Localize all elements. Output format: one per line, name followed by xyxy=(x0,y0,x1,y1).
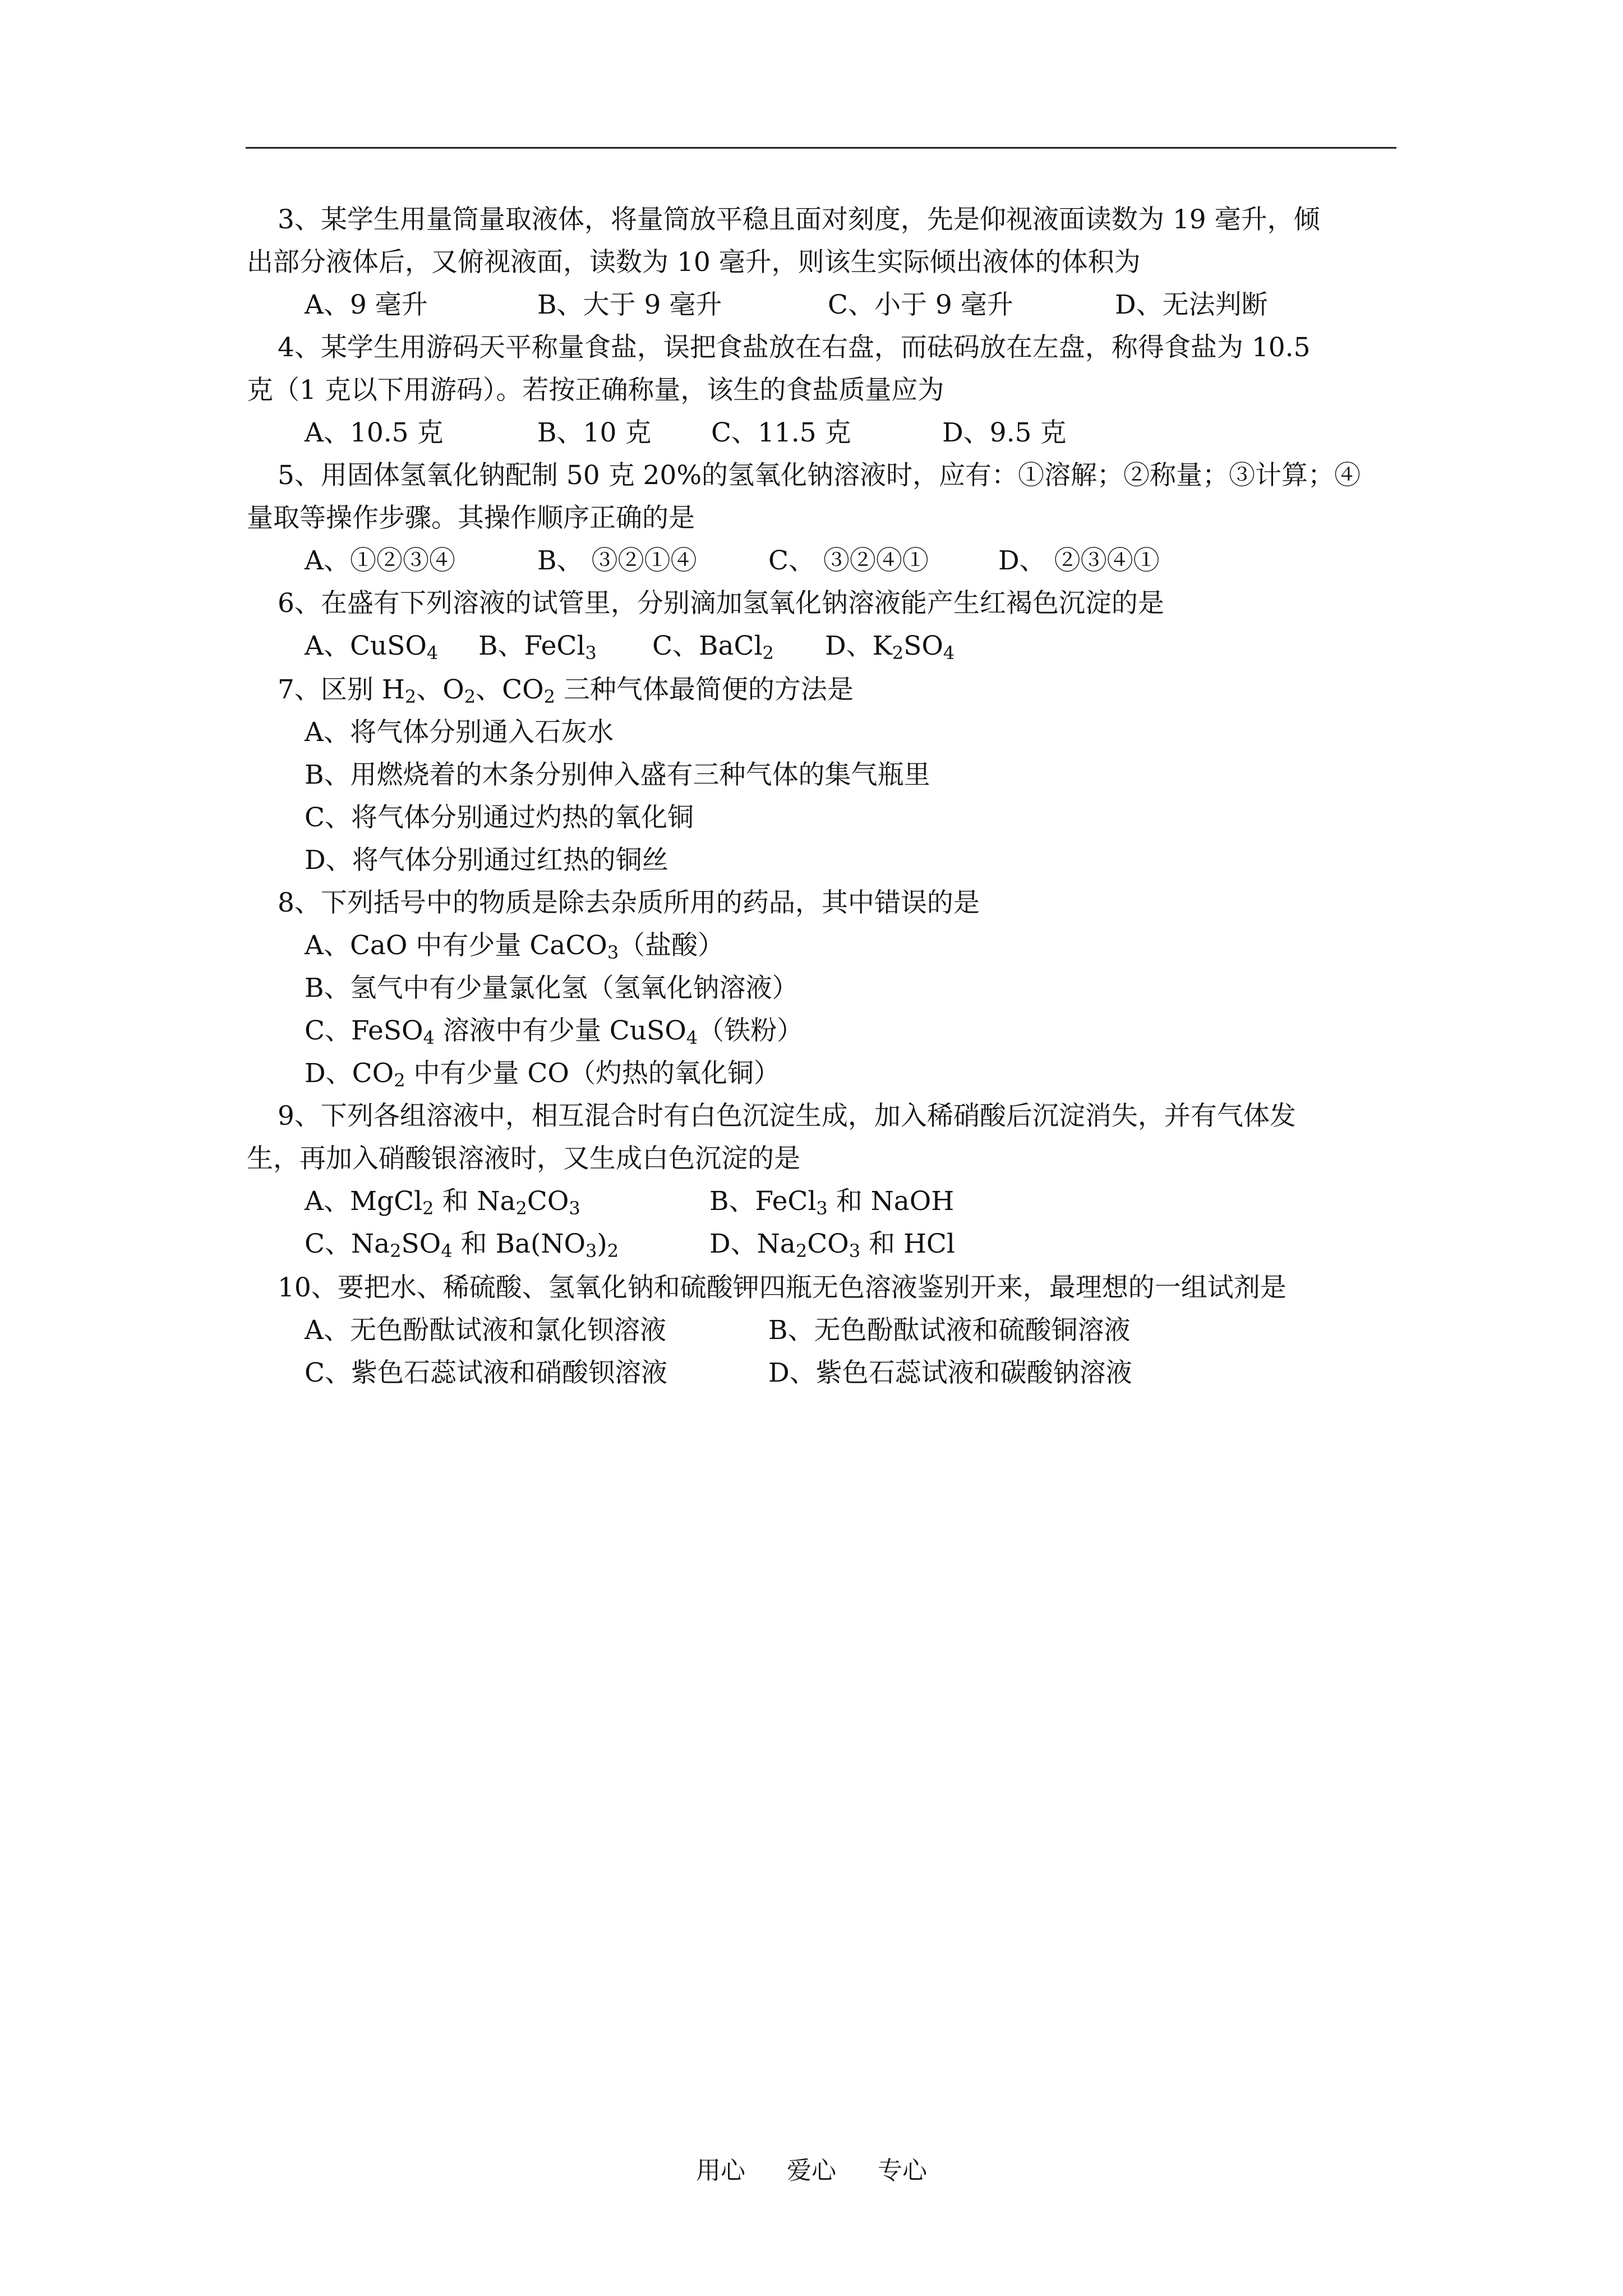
q7-option-a: A、将气体分别通入石灰水 xyxy=(305,717,614,748)
q6-option-a: A、CuSO$_4$ xyxy=(305,631,439,664)
q10-option-d: D、紫色石蕊试液和碳酸钠溶液 xyxy=(768,1358,1132,1388)
q9-stem-line1: 9、下列各组溶液中，相互混合时有白色沉淀生成，加入稀硝酸后沉淀消失，并有气体发 xyxy=(278,1101,1296,1131)
q9-stem-line2: 生，再加入硝酸银溶液时，又生成白色沉淀的是 xyxy=(247,1143,800,1174)
q8-option-a: A、CaO 中有少量 CaCO$_3$（盐酸） xyxy=(305,930,725,963)
q4-option-d: D、9.5 克 xyxy=(942,417,1067,448)
q4-option-a: A、10.5 克 xyxy=(305,417,444,448)
footer-text-2: 爱心 xyxy=(787,2156,836,2185)
q6-option-d: D、$K_2SO_4$ xyxy=(825,631,955,664)
header-rule xyxy=(246,147,1396,149)
q7-stem: 7、区别 $H_2$、$O_2$、$CO_2$ 三种气体最简便的方法是 xyxy=(278,674,854,707)
q8-option-d: D、$CO_2$ 中有少量 CO（灼热的氧化铜） xyxy=(305,1058,780,1091)
footer-text-3: 专心 xyxy=(878,2156,927,2185)
q4-option-c: C、11.5 克 xyxy=(711,417,851,448)
q7-option-c: C、将气体分别通过灼热的氧化铜 xyxy=(305,802,694,833)
q5-option-c: C、 ③②④① xyxy=(768,545,929,576)
q3-option-d: D、无法判断 xyxy=(1115,289,1268,320)
q5-option-a: A、①②③④ xyxy=(305,545,455,576)
footer-text-1: 用心 xyxy=(696,2156,745,2185)
q7-option-b: B、用燃烧着的木条分别伸入盛有三种气体的集气瓶里 xyxy=(305,760,930,790)
q5-stem-line2: 量取等操作步骤。其操作顺序正确的是 xyxy=(247,503,695,533)
q10-stem: 10、要把水、稀硫酸、氢氧化钠和硫酸钾四瓶无色溶液鉴别开来，最理想的一组试剂是 xyxy=(278,1272,1287,1303)
q10-option-a: A、无色酚酞试液和氯化钡溶液 xyxy=(305,1315,666,1346)
q9-option-d: D、$Na_2CO_3$ 和 HCl xyxy=(709,1228,955,1262)
q9-option-b: B、FeCl$_3$ 和 NaOH xyxy=(709,1186,955,1219)
q4-stem-line1: 4、某学生用游码天平称量食盐，误把食盐放在右盘，而砝码放在左盘，称得食盐为 10.5 xyxy=(278,332,1311,363)
q3-option-c: C、小于 9 毫升 xyxy=(828,289,1013,320)
q8-option-b: B、氢气中有少量氯化氢（氢氧化钠溶液） xyxy=(305,973,799,1004)
q5-option-d: D、 ②③④① xyxy=(998,545,1160,576)
q5-stem-line1: 5、用固体氢氧化钠配制 50 克 20%的氢氧化钠溶液时，应有：①溶解；②称量；③计算；④ xyxy=(278,460,1361,491)
q3-stem-line1: 3、某学生用量筒量取液体，将量筒放平稳且面对刻度，先是仰视液面读数为 19 毫升，倾 xyxy=(278,204,1320,235)
q6-option-b: B、FeCl$_3$ xyxy=(478,631,597,664)
page-footer xyxy=(0,2154,1623,2188)
q8-stem: 8、下列括号中的物质是除去杂质所用的药品，其中错误的是 xyxy=(278,887,980,918)
q10-option-c: C、紫色石蕊试液和硝酸钡溶液 xyxy=(305,1358,667,1388)
q8-option-c: C、FeSO$_4$ 溶液中有少量 CuSO$_4$（铁粉） xyxy=(305,1015,804,1048)
q6-stem: 6、在盛有下列溶液的试管里，分别滴加氢氧化钠溶液能产生红褐色沉淀的是 xyxy=(278,588,1164,619)
q5-option-b: B、 ③②①④ xyxy=(537,545,697,576)
q6-option-c: C、BaCl$_2$ xyxy=(652,631,774,664)
q3-option-b: B、大于 9 毫升 xyxy=(537,289,722,320)
q9-option-c: C、$Na_2SO_4$ 和 $Ba(NO_3)_2$ xyxy=(305,1228,619,1262)
q7-option-d: D、将气体分别通过红热的铜丝 xyxy=(305,845,668,876)
q10-option-b: B、无色酚酞试液和硫酸铜溶液 xyxy=(768,1315,1131,1346)
q4-stem-line2: 克（1 克以下用游码）。若按正确称量，该生的食盐质量应为 xyxy=(247,375,944,406)
q3-stem-line2: 出部分液体后，又俯视液面，读数为 10 毫升，则该生实际倾出液体的体积为 xyxy=(247,247,1141,278)
q9-option-a: A、MgCl$_2$ 和 $Na_2CO_3$ xyxy=(305,1186,580,1219)
q4-option-b: B、10 克 xyxy=(537,417,652,448)
q3-option-a: A、9 毫升 xyxy=(305,289,428,320)
